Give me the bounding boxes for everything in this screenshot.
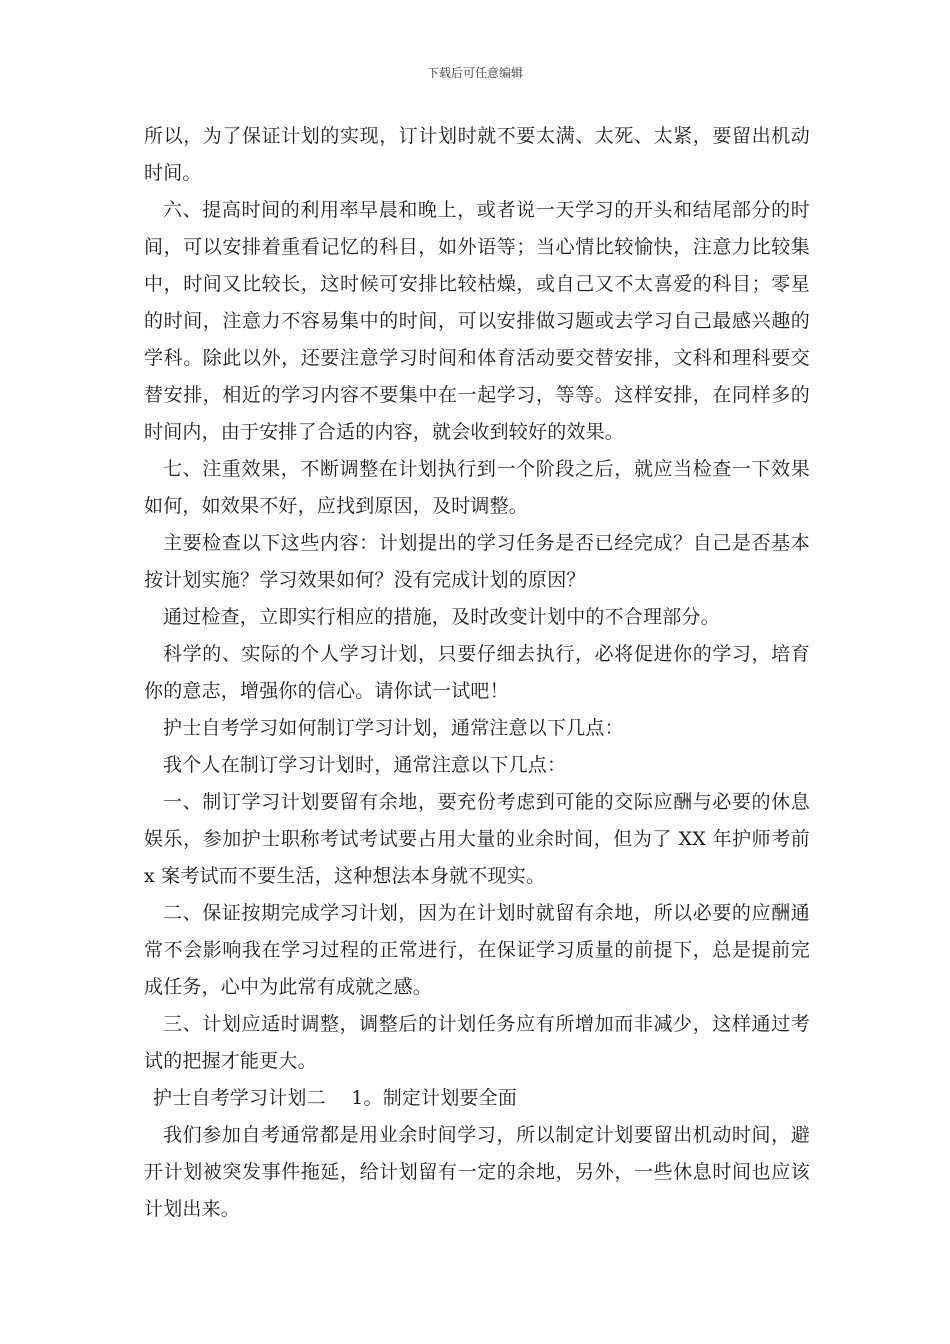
- section-heading-plan-two: 护士自考学习计划二 1。制定计划要全面: [153, 1087, 518, 1109]
- paragraph-through-check: 通过检查，立即实行相应的措施，及时改变计划中的不合理部分。: [163, 606, 720, 628]
- page-header-note: 下载后可任意编辑: [426, 66, 523, 80]
- paragraph-point-three: 三、计划应适时调整，调整后的计划任务应有所增加而非减少，这样通过考试的把握才能更大。: [144, 1013, 810, 1072]
- paragraph-six: 六、提高时间的利用率早晨和晚上，或者说一天学习的开头和结尾部分的时间，可以安排着重看记忆的科目，如外语等；当心情比较愉快，注意力比较集中，时间又比较长，这时候可安排比较枯燥，或自己又不太喜爱的科目；零星的时间，注意力不容易集中的时间，可以安排做习题或去学习自己最感兴趣的学科。除此以外，还要注意学习时间和体育活动要交替安排，文科和理科要交替安排，相近的学习内容不要集中在一起学习，等等。这样安排，在同样多的时间内，由于安排了合适的内容，就会收到较好的效果。: [144, 199, 810, 443]
- paragraph-seven: 七、注重效果，不断调整在计划执行到一个阶段之后，就应当检查一下效果如何，如效果不好，应找到原因，及时调整。: [144, 458, 810, 517]
- paragraph-point-two: 二、保证按期完成学习计划，因为在计划时就留有余地，所以必要的应酬通常不会影响我在学习过程的正常进行，在保证学习质量的前提下，总是提前完成任务，心中为此常有成就之感。: [144, 902, 810, 998]
- paragraph-plan-two-body: 我们参加自考通常都是用业余时间学习，所以制定计划要留出机动时间，避开计划被突发事件拖延，给计划留有一定的余地，另外，一些休息时间也应该计划出来。: [144, 1124, 810, 1220]
- paragraph-point-one: 一、制订学习计划要留有余地，要充份考虑到可能的交际应酬与必要的休息娱乐，参加护士职称考试考试要占用大量的业余时间，但为了 XX 年护师考前 x 案考试而不要生活，这种想法本身就不现实。: [144, 791, 810, 887]
- paragraph-continuation: 所以，为了保证计划的实现，订计划时就不要太满、太死、太紧，要留出机动时间。: [144, 125, 810, 184]
- paragraph-personal-plan: 我个人在制订学习计划时，通常注意以下几点：: [163, 754, 567, 776]
- paragraph-how-to-plan: 护士自考学习如何制订学习计划，通常注意以下几点：: [163, 717, 624, 739]
- paragraph-scientific-plan: 科学的、实际的个人学习计划，只要仔细去执行，必将促进你的学习，培育你的意志，增强你的信心。请你试一试吧！: [144, 643, 810, 702]
- document-body: [144, 118, 810, 1228]
- paragraph-check-items: 主要检查以下这些内容：计划提出的学习任务是否已经完成？自己是否基本按计划实施？学习效果如何？没有完成计划的原因？: [144, 532, 810, 591]
